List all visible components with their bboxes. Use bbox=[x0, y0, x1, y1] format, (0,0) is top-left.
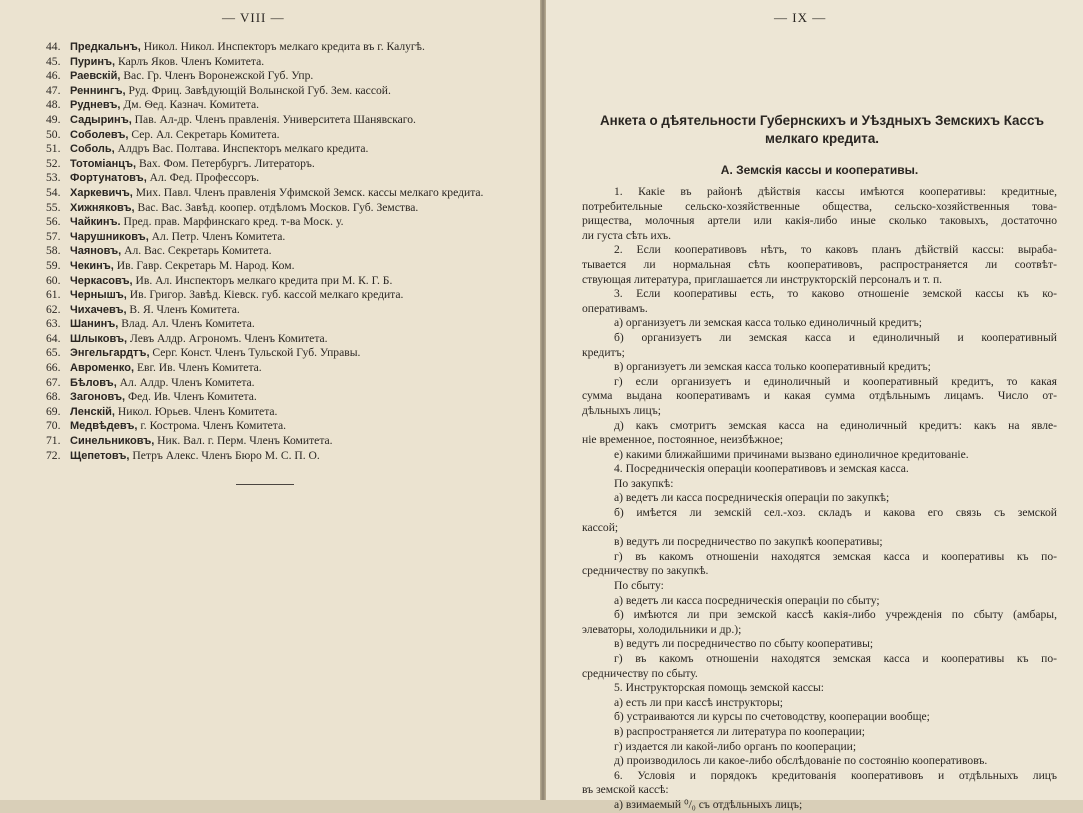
questionnaire-title bbox=[592, 112, 1052, 148]
text-line: 5. Инструкторская помощь земской кассы: bbox=[614, 681, 825, 695]
text-line: в) организуетъ ли земская касса только кооперативный кредитъ; bbox=[614, 360, 931, 374]
member-details: Ник. Вал. г. Перм. Членъ Комитета. bbox=[154, 434, 333, 448]
member-number: 51. bbox=[46, 142, 61, 156]
member-number: 70. bbox=[46, 419, 61, 433]
text-line: б) имѣется ли земскій сел.-хоз. складъ и какова его связь съ земской bbox=[614, 506, 1057, 520]
member-entry bbox=[46, 346, 526, 361]
member-name: Шлыковъ, bbox=[70, 332, 128, 345]
member-number: 66. bbox=[46, 361, 61, 375]
member-number: 62. bbox=[46, 302, 61, 316]
member-details: Пав. Ал-др. Членъ правленія. Университета Шанявскаго. bbox=[131, 112, 416, 126]
section-heading: А. Земскія кассы и кооперативы. bbox=[720, 163, 919, 177]
text-line: сумма выдана кооперативамъ и какая сумма отдѣльнымъ лицамъ. Число от- bbox=[582, 389, 1057, 403]
member-details: Сер. Ал. Секретарь Комитета. bbox=[128, 127, 280, 141]
member-entry bbox=[46, 230, 526, 245]
member-details: Левъ Алдр. Агрономъ. Членъ Комитета. bbox=[127, 331, 328, 345]
member-number: 68. bbox=[46, 390, 61, 404]
member-name: Чернышъ, bbox=[70, 289, 127, 302]
member-entry bbox=[46, 419, 526, 434]
member-name: Медвѣдевъ, bbox=[70, 420, 138, 433]
text-line: элеваторы, холодильники и др.); bbox=[582, 622, 742, 636]
member-number: 71. bbox=[46, 434, 61, 448]
member-name: Соболевъ, bbox=[70, 128, 129, 141]
text-line: г) если организуетъ и единоличный и кооперативный кредитъ, то какая bbox=[614, 374, 1057, 388]
member-name: Бѣловъ, bbox=[70, 376, 117, 389]
member-entry bbox=[46, 332, 526, 347]
text-line: средничеству по сбыту. bbox=[582, 666, 698, 680]
text-line: ніе временное, постоянное, неизбѣжное; bbox=[582, 433, 784, 447]
text-line: а) ведетъ ли касса посредническія операціи по закупкѣ; bbox=[614, 491, 890, 505]
member-entry bbox=[46, 171, 526, 186]
member-details: Руд. Фриц. Завѣдующій Волынской Губ. Зем. кассой. bbox=[125, 83, 391, 97]
text-line: 2. Если кооперативовъ нѣтъ, то каковъ планъ дѣйствій кассы: выраба- bbox=[614, 243, 1057, 257]
member-name: Черкасовъ, bbox=[70, 274, 133, 287]
member-details: Алдръ Вас. Полтава. Инспекторъ мелкаго кредита. bbox=[114, 142, 369, 156]
member-name: Реннингъ, bbox=[70, 84, 126, 97]
member-number: 67. bbox=[46, 375, 61, 389]
member-number: 55. bbox=[46, 200, 61, 214]
member-name: Шанинъ, bbox=[70, 318, 119, 331]
member-name: Раевскій, bbox=[70, 70, 121, 83]
text-line: ли густа сѣть ихъ. bbox=[582, 228, 671, 242]
member-details: Фед. Ив. Членъ Комитета. bbox=[125, 390, 257, 404]
member-name: Фортунатовъ, bbox=[70, 172, 147, 185]
text-line: дѣльныхъ лицъ; bbox=[582, 403, 661, 417]
member-entry bbox=[46, 390, 526, 405]
member-name: Чарушниковъ, bbox=[70, 230, 149, 243]
member-name: Предкальнъ, bbox=[70, 41, 141, 53]
text-line: в) ведутъ ли посредничество по закупкѣ кооперативы; bbox=[614, 535, 883, 549]
text-line: г) въ какомъ отношеніи находятся земская касса и кооперативы къ по- bbox=[614, 652, 1057, 665]
text-line: г) въ какомъ отношеніи находятся земская касса и кооперативы къ по- bbox=[614, 549, 1057, 563]
member-name: Чаяновъ, bbox=[70, 245, 122, 258]
member-name: Чихачевъ, bbox=[70, 303, 127, 316]
member-entry bbox=[46, 186, 526, 201]
member-details: В. Я. Членъ Комитета. bbox=[126, 302, 240, 316]
text-line: б) организуетъ ли земская касса и единоличный и кооперативный bbox=[614, 330, 1057, 344]
members-list bbox=[46, 40, 526, 463]
page-number: — VIII — bbox=[222, 10, 285, 25]
text-line: б) имѣются ли при земской кассѣ какія-либо учрежденія по сбыту (амбары, bbox=[614, 608, 1057, 622]
member-entry bbox=[46, 317, 526, 332]
member-number: 48. bbox=[46, 98, 61, 112]
member-name: Чекинъ, bbox=[70, 259, 114, 272]
text-line: 6. Условія и порядокъ кредитованія кооперативовъ и отдѣльныхъ лицъ bbox=[614, 768, 1057, 782]
member-entry bbox=[46, 84, 526, 99]
member-number: 69. bbox=[46, 404, 61, 418]
member-details: Вас. Гр. Членъ Воронежской Губ. Упр. bbox=[120, 69, 314, 83]
member-name: Загоновъ, bbox=[70, 391, 126, 404]
member-details: Вас. Вас. Завѣд. коопер. отдѣломъ Москов. Губ. Земства. bbox=[134, 200, 419, 214]
member-entry bbox=[46, 215, 526, 230]
member-name: Пуринъ, bbox=[70, 55, 116, 68]
member-details: Ал. Петр. Членъ Комитета. bbox=[148, 229, 286, 243]
text-line: средничеству по закупкѣ. bbox=[582, 564, 709, 578]
member-name: Садыринъ, bbox=[70, 113, 132, 126]
member-name: Тотоміанцъ, bbox=[70, 157, 137, 170]
text-line: г) издается ли какой-либо органъ по кооперации; bbox=[614, 739, 857, 753]
member-number: 47. bbox=[46, 83, 61, 97]
member-name: Харкевичъ, bbox=[70, 186, 133, 199]
member-number: 58. bbox=[46, 244, 61, 258]
page-number: — IX — bbox=[774, 10, 827, 25]
text-line: в) ведутъ ли посредничество по сбыту кооперативы; bbox=[614, 637, 874, 651]
member-number: 61. bbox=[46, 288, 61, 302]
member-name: Энгельгардтъ, bbox=[70, 347, 150, 360]
text-line: По закупкѣ: bbox=[614, 476, 674, 490]
end-rule bbox=[236, 484, 294, 485]
title-line: Анкета о дѣятельности Губернскихъ и Уѣздныхъ Земскихъ Кассъ bbox=[600, 113, 1044, 128]
member-number: 49. bbox=[46, 112, 61, 126]
member-entry bbox=[46, 98, 526, 113]
member-number: 45. bbox=[46, 54, 61, 68]
text-line: б) устраиваются ли курсы по счетоводству, кооперации вообще; bbox=[614, 710, 930, 724]
text-line: потребительные сельско-хозяйственные общества, сельско-хозяйственныя това- bbox=[582, 199, 1057, 213]
member-number: 53. bbox=[46, 171, 61, 185]
member-entry bbox=[46, 274, 526, 289]
text-line: 4. Посредническія операціи кооперативовъ и земская касса. bbox=[614, 462, 909, 476]
questionnaire-body bbox=[582, 185, 1057, 813]
member-entry bbox=[46, 449, 526, 464]
member-entry bbox=[46, 361, 526, 376]
member-name: Хижняковъ, bbox=[70, 201, 135, 214]
text-line: кассой; bbox=[582, 520, 619, 534]
text-line: 3. Если кооперативы есть, то каково отношеніе земской кассы къ ко- bbox=[614, 287, 1057, 301]
text-line: а) ведетъ ли касса посредническія операціи по сбыту; bbox=[614, 593, 880, 607]
member-details: Карлъ Яков. Членъ Комитета. bbox=[115, 54, 265, 68]
member-entry bbox=[46, 69, 526, 84]
member-details: Ал. Вас. Секретарь Комитета. bbox=[121, 244, 272, 258]
member-details: Ал. Фед. Профессоръ. bbox=[146, 171, 260, 185]
member-entry bbox=[46, 303, 526, 318]
text-line: д) производилось ли какое-либо обслѣдованіе по состоянію кооперативовъ. bbox=[614, 754, 988, 768]
member-name: Рудневъ, bbox=[70, 99, 121, 112]
member-details: Пред. прав. Марфинскаго кред. т-ва Моск. у. bbox=[120, 215, 344, 229]
member-entry bbox=[46, 288, 526, 303]
member-details: Ал. Алдр. Членъ Комитета. bbox=[116, 375, 255, 389]
text-line: в) распространяется ли литература по кооперации; bbox=[614, 724, 865, 738]
title-line: мелкаго кредита. bbox=[764, 131, 880, 146]
member-details: Ив. Григор. Завѣд. Кіевск. губ. кассой мелкаго кредита. bbox=[126, 288, 404, 302]
member-details: Влад. Ал. Членъ Комитета. bbox=[118, 317, 255, 331]
text-line: По сбыту: bbox=[614, 579, 664, 593]
member-entry bbox=[46, 405, 526, 420]
text-line: а) взимаемый ⁰/₀ съ отдѣльныхъ лицъ; bbox=[614, 797, 803, 811]
text-line: е) какими ближайшими причинами вызвано единоличное кредитованіе. bbox=[614, 447, 969, 461]
member-details: Никол. Юрьев. Членъ Комитета. bbox=[114, 404, 278, 418]
member-number: 57. bbox=[46, 229, 61, 243]
member-details: Петръ Алекс. Членъ Бюро М. С. П. О. bbox=[129, 448, 320, 462]
member-entry bbox=[46, 113, 526, 128]
member-entry bbox=[46, 259, 526, 274]
text-line: оперативамъ. bbox=[582, 301, 648, 315]
text-line: а) есть ли при кассѣ инструкторы; bbox=[614, 695, 784, 709]
member-number: 54. bbox=[46, 185, 61, 199]
left-page bbox=[0, 0, 540, 800]
text-line: тывается ли нормальная сѣть кооперативовъ, распространяется ли соотвѣт- bbox=[582, 257, 1057, 271]
member-entry bbox=[46, 142, 526, 157]
member-entry bbox=[46, 244, 526, 259]
member-number: 64. bbox=[46, 331, 61, 345]
member-number: 59. bbox=[46, 258, 61, 272]
member-number: 72. bbox=[46, 448, 61, 462]
member-name: Синельниковъ, bbox=[70, 435, 155, 448]
member-name: Щепетовъ, bbox=[70, 449, 130, 462]
member-details: Мих. Павл. Членъ правленія Уфимской Земск. кассы мелкаго кредита. bbox=[132, 185, 484, 199]
member-name: Авроменко, bbox=[70, 362, 135, 375]
member-name: Чайкинъ. bbox=[70, 216, 121, 229]
text-line: кредитъ; bbox=[582, 345, 625, 359]
member-number: 52. bbox=[46, 156, 61, 170]
member-entry bbox=[46, 128, 526, 143]
member-entry bbox=[46, 55, 526, 70]
member-entry bbox=[46, 157, 526, 172]
member-details: Ив. Ал. Инспекторъ мелкаго кредита при М. К. Г. Б. bbox=[132, 273, 393, 287]
member-entry bbox=[46, 201, 526, 216]
text-line: ствующая литература, приглашается ли инструкторскій персоналъ и т. п. bbox=[582, 272, 943, 286]
member-number: 65. bbox=[46, 346, 61, 360]
member-details: Евг. Ив. Членъ Комитета. bbox=[134, 361, 262, 375]
member-name: Ленскій, bbox=[70, 405, 115, 418]
member-details: Никол. Никол. Инспекторъ мелкаго кредита въ г. Калугѣ. bbox=[140, 40, 425, 53]
member-entry bbox=[46, 434, 526, 449]
member-entry bbox=[46, 376, 526, 391]
member-name: Соболь, bbox=[70, 143, 115, 156]
member-entry bbox=[46, 40, 526, 55]
member-details: Ив. Гавр. Секретарь М. Народ. Ком. bbox=[113, 258, 295, 272]
member-details: г. Кострома. Членъ Комитета. bbox=[137, 419, 287, 433]
right-page bbox=[546, 0, 1083, 811]
text-line: рищества, молочныя артели или какія-либо иные сколько таковыхъ, достаточно bbox=[582, 214, 1057, 228]
member-number: 60. bbox=[46, 273, 61, 287]
member-details: Серг. Конст. Членъ Тульской Губ. Управы. bbox=[149, 346, 361, 360]
member-number: 50. bbox=[46, 127, 61, 141]
member-number: 46. bbox=[46, 69, 61, 83]
member-details: Дм. Ѳед. Казнач. Комитета. bbox=[120, 98, 260, 112]
text-line: въ земской кассѣ: bbox=[582, 783, 669, 797]
member-details: Вах. Фом. Петербургъ. Литераторъ. bbox=[136, 156, 315, 170]
member-number: 44. bbox=[46, 40, 61, 53]
member-number: 63. bbox=[46, 317, 61, 331]
member-number: 56. bbox=[46, 215, 61, 229]
text-line: 1. Какіе въ районѣ дѣйствія кассы имѣются кооперативы: кредитные, bbox=[614, 185, 1057, 198]
text-line: д) какъ смотритъ земская касса на единоличный кредитъ: какъ на явле- bbox=[614, 418, 1057, 432]
text-line: а) организуетъ ли земская касса только единоличный кредитъ; bbox=[614, 316, 922, 330]
